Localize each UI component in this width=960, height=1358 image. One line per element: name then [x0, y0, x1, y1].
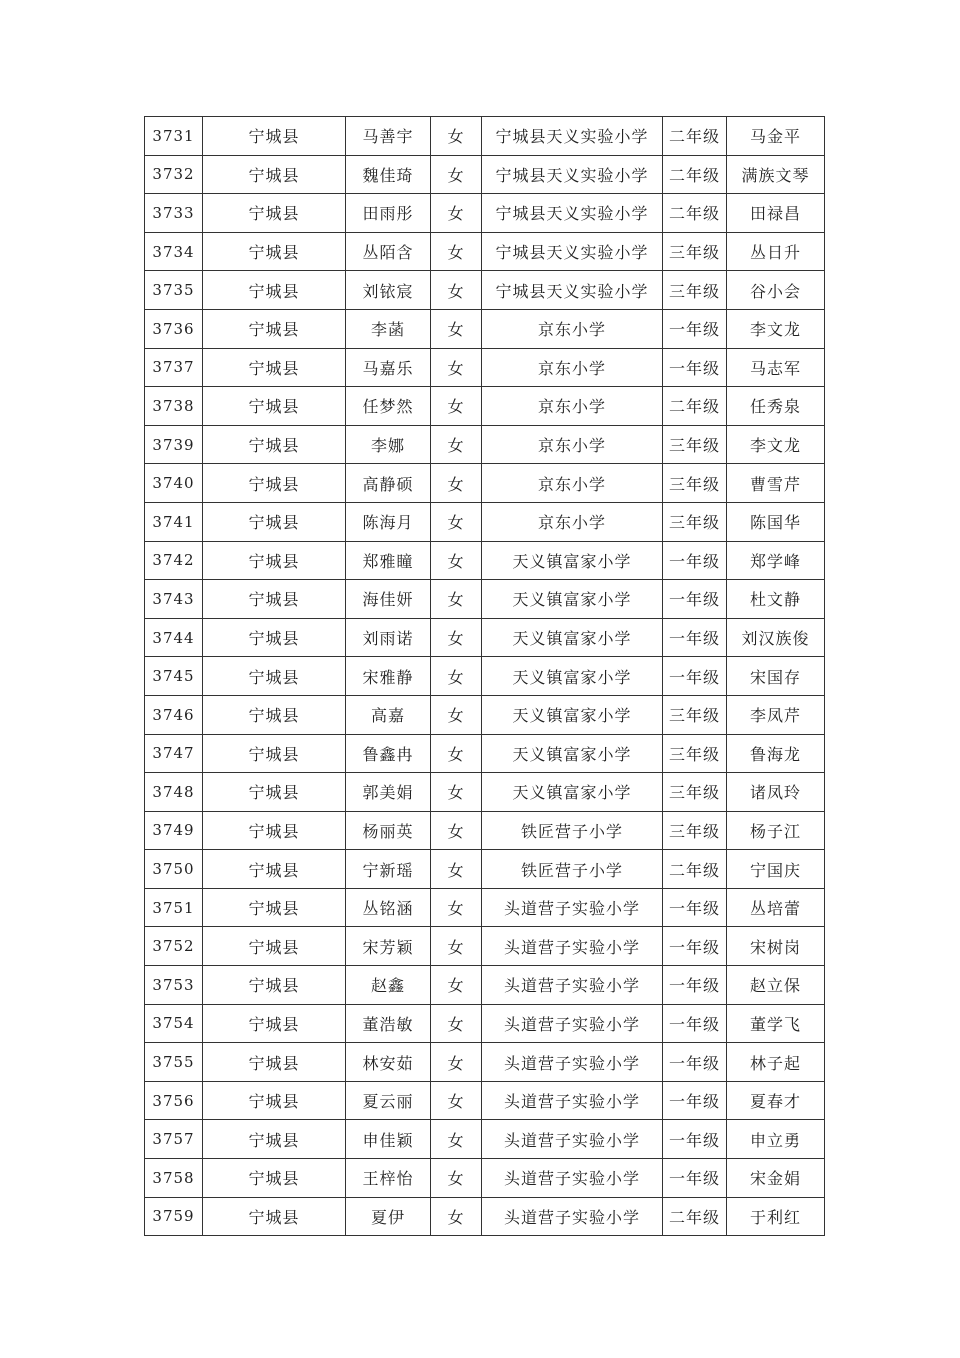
table-row: [145, 850, 825, 889]
grade-cell: 一年级: [663, 1120, 727, 1159]
county-cell: 宁城县: [203, 232, 346, 271]
serial-number-cell: 3734: [145, 232, 203, 271]
parent-name-cell: 李凤芹: [727, 695, 825, 734]
parent-name-cell: 鲁海龙: [727, 734, 825, 773]
student-name-cell: 陈海月: [346, 502, 431, 541]
grade-cell: 二年级: [663, 194, 727, 233]
student-name-cell: 赵鑫: [346, 966, 431, 1005]
gender-cell: 女: [431, 117, 482, 156]
roster-body: [145, 117, 825, 1236]
parent-name-cell: 丛日升: [727, 232, 825, 271]
county-cell: 宁城县: [203, 618, 346, 657]
serial-number-cell: 3753: [145, 966, 203, 1005]
grade-cell: 三年级: [663, 464, 727, 503]
grade-cell: 一年级: [663, 348, 727, 387]
table-row: [145, 618, 825, 657]
student-name-cell: 魏佳琦: [346, 155, 431, 194]
table-row: [145, 927, 825, 966]
gender-cell: 女: [431, 1159, 482, 1198]
county-cell: 宁城县: [203, 1004, 346, 1043]
parent-name-cell: 诸凤玲: [727, 773, 825, 812]
county-cell: 宁城县: [203, 811, 346, 850]
student-name-cell: 宋雅静: [346, 657, 431, 696]
table-row: [145, 155, 825, 194]
parent-name-cell: 赵立保: [727, 966, 825, 1005]
school-cell: 头道营子实验小学: [482, 1081, 663, 1120]
parent-name-cell: 宋金娟: [727, 1159, 825, 1198]
grade-cell: 一年级: [663, 927, 727, 966]
county-cell: 宁城县: [203, 541, 346, 580]
gender-cell: 女: [431, 1004, 482, 1043]
county-cell: 宁城县: [203, 271, 346, 310]
parent-name-cell: 夏春才: [727, 1081, 825, 1120]
table-row: [145, 1120, 825, 1159]
gender-cell: 女: [431, 1081, 482, 1120]
gender-cell: 女: [431, 348, 482, 387]
county-cell: 宁城县: [203, 1159, 346, 1198]
grade-cell: 一年级: [663, 888, 727, 927]
student-name-cell: 宁新瑶: [346, 850, 431, 889]
school-cell: 京东小学: [482, 387, 663, 426]
serial-number-cell: 3733: [145, 194, 203, 233]
grade-cell: 一年级: [663, 1081, 727, 1120]
county-cell: 宁城县: [203, 425, 346, 464]
parent-name-cell: 马志军: [727, 348, 825, 387]
grade-cell: 一年级: [663, 618, 727, 657]
county-cell: 宁城县: [203, 155, 346, 194]
county-cell: 宁城县: [203, 734, 346, 773]
parent-name-cell: 宋国存: [727, 657, 825, 696]
serial-number-cell: 3750: [145, 850, 203, 889]
serial-number-cell: 3749: [145, 811, 203, 850]
serial-number-cell: 3758: [145, 1159, 203, 1198]
parent-name-cell: 田禄昌: [727, 194, 825, 233]
school-cell: 天义镇富家小学: [482, 618, 663, 657]
serial-number-cell: 3736: [145, 309, 203, 348]
student-name-cell: 王梓怡: [346, 1159, 431, 1198]
student-name-cell: 董浩敏: [346, 1004, 431, 1043]
student-name-cell: 田雨彤: [346, 194, 431, 233]
grade-cell: 一年级: [663, 309, 727, 348]
student-name-cell: 申佳颖: [346, 1120, 431, 1159]
serial-number-cell: 3743: [145, 580, 203, 619]
gender-cell: 女: [431, 387, 482, 426]
grade-cell: 三年级: [663, 734, 727, 773]
serial-number-cell: 3737: [145, 348, 203, 387]
parent-name-cell: 宋树岗: [727, 927, 825, 966]
school-cell: 天义镇富家小学: [482, 773, 663, 812]
serial-number-cell: 3742: [145, 541, 203, 580]
parent-name-cell: 申立勇: [727, 1120, 825, 1159]
gender-cell: 女: [431, 927, 482, 966]
grade-cell: 三年级: [663, 271, 727, 310]
gender-cell: 女: [431, 657, 482, 696]
student-name-cell: 高嘉: [346, 695, 431, 734]
table-row: [145, 309, 825, 348]
county-cell: 宁城县: [203, 966, 346, 1005]
parent-name-cell: 郑学峰: [727, 541, 825, 580]
parent-name-cell: 李文龙: [727, 425, 825, 464]
table-row: [145, 580, 825, 619]
gender-cell: 女: [431, 309, 482, 348]
table-row: [145, 811, 825, 850]
grade-cell: 二年级: [663, 155, 727, 194]
county-cell: 宁城县: [203, 194, 346, 233]
grade-cell: 二年级: [663, 117, 727, 156]
table-row: [145, 348, 825, 387]
serial-number-cell: 3732: [145, 155, 203, 194]
serial-number-cell: 3746: [145, 695, 203, 734]
student-name-cell: 马嘉乐: [346, 348, 431, 387]
county-cell: 宁城县: [203, 309, 346, 348]
school-cell: 铁匠营子小学: [482, 811, 663, 850]
grade-cell: 二年级: [663, 850, 727, 889]
school-cell: 宁城县天义实验小学: [482, 155, 663, 194]
student-name-cell: 丛铭涵: [346, 888, 431, 927]
serial-number-cell: 3744: [145, 618, 203, 657]
school-cell: 宁城县天义实验小学: [482, 271, 663, 310]
table-row: [145, 888, 825, 927]
serial-number-cell: 3752: [145, 927, 203, 966]
parent-name-cell: 曹雪芹: [727, 464, 825, 503]
grade-cell: 三年级: [663, 232, 727, 271]
parent-name-cell: 谷小会: [727, 271, 825, 310]
school-cell: 头道营子实验小学: [482, 966, 663, 1005]
serial-number-cell: 3741: [145, 502, 203, 541]
school-cell: 头道营子实验小学: [482, 1197, 663, 1236]
grade-cell: 三年级: [663, 773, 727, 812]
student-name-cell: 宋芳颖: [346, 927, 431, 966]
parent-name-cell: 刘汉族俊: [727, 618, 825, 657]
county-cell: 宁城县: [203, 888, 346, 927]
student-roster-table: [144, 116, 825, 1236]
student-name-cell: 李菡: [346, 309, 431, 348]
table-row: [145, 194, 825, 233]
gender-cell: 女: [431, 194, 482, 233]
table-row: [145, 1197, 825, 1236]
parent-name-cell: 林子起: [727, 1043, 825, 1082]
gender-cell: 女: [431, 618, 482, 657]
gender-cell: 女: [431, 271, 482, 310]
parent-name-cell: 陈国华: [727, 502, 825, 541]
student-name-cell: 鲁鑫冉: [346, 734, 431, 773]
student-name-cell: 海佳妍: [346, 580, 431, 619]
student-name-cell: 刘铱宸: [346, 271, 431, 310]
serial-number-cell: 3748: [145, 773, 203, 812]
gender-cell: 女: [431, 502, 482, 541]
grade-cell: 一年级: [663, 541, 727, 580]
county-cell: 宁城县: [203, 387, 346, 426]
student-name-cell: 郭美娟: [346, 773, 431, 812]
student-name-cell: 马善宇: [346, 117, 431, 156]
parent-name-cell: 马金平: [727, 117, 825, 156]
table-row: [145, 773, 825, 812]
gender-cell: 女: [431, 734, 482, 773]
gender-cell: 女: [431, 773, 482, 812]
gender-cell: 女: [431, 695, 482, 734]
school-cell: 头道营子实验小学: [482, 1043, 663, 1082]
table-row: [145, 695, 825, 734]
grade-cell: 一年级: [663, 1159, 727, 1198]
serial-number-cell: 3735: [145, 271, 203, 310]
student-name-cell: 李娜: [346, 425, 431, 464]
school-cell: 头道营子实验小学: [482, 1159, 663, 1198]
school-cell: 头道营子实验小学: [482, 1004, 663, 1043]
county-cell: 宁城县: [203, 580, 346, 619]
school-cell: 铁匠营子小学: [482, 850, 663, 889]
gender-cell: 女: [431, 888, 482, 927]
gender-cell: 女: [431, 1120, 482, 1159]
school-cell: 宁城县天义实验小学: [482, 232, 663, 271]
county-cell: 宁城县: [203, 1081, 346, 1120]
parent-name-cell: 任秀泉: [727, 387, 825, 426]
grade-cell: 一年级: [663, 1004, 727, 1043]
grade-cell: 三年级: [663, 695, 727, 734]
serial-number-cell: 3739: [145, 425, 203, 464]
parent-name-cell: 杨子江: [727, 811, 825, 850]
serial-number-cell: 3756: [145, 1081, 203, 1120]
table-row: [145, 657, 825, 696]
school-cell: 宁城县天义实验小学: [482, 117, 663, 156]
school-cell: 天义镇富家小学: [482, 580, 663, 619]
table-row: [145, 1043, 825, 1082]
student-name-cell: 郑雅瞳: [346, 541, 431, 580]
student-name-cell: 刘雨诺: [346, 618, 431, 657]
school-cell: 京东小学: [482, 464, 663, 503]
table-row: [145, 117, 825, 156]
county-cell: 宁城县: [203, 657, 346, 696]
school-cell: 天义镇富家小学: [482, 541, 663, 580]
gender-cell: 女: [431, 850, 482, 889]
serial-number-cell: 3745: [145, 657, 203, 696]
county-cell: 宁城县: [203, 348, 346, 387]
table-row: [145, 387, 825, 426]
student-name-cell: 高静硕: [346, 464, 431, 503]
grade-cell: 二年级: [663, 387, 727, 426]
grade-cell: 一年级: [663, 966, 727, 1005]
school-cell: 天义镇富家小学: [482, 695, 663, 734]
parent-name-cell: 丛培蕾: [727, 888, 825, 927]
gender-cell: 女: [431, 541, 482, 580]
county-cell: 宁城县: [203, 117, 346, 156]
gender-cell: 女: [431, 464, 482, 503]
gender-cell: 女: [431, 966, 482, 1005]
parent-name-cell: 于利红: [727, 1197, 825, 1236]
student-name-cell: 夏伊: [346, 1197, 431, 1236]
student-name-cell: 夏云丽: [346, 1081, 431, 1120]
grade-cell: 一年级: [663, 580, 727, 619]
parent-name-cell: 董学飞: [727, 1004, 825, 1043]
serial-number-cell: 3757: [145, 1120, 203, 1159]
gender-cell: 女: [431, 811, 482, 850]
gender-cell: 女: [431, 155, 482, 194]
table-row: [145, 271, 825, 310]
gender-cell: 女: [431, 1197, 482, 1236]
county-cell: 宁城县: [203, 773, 346, 812]
school-cell: 头道营子实验小学: [482, 927, 663, 966]
table-row: [145, 502, 825, 541]
grade-cell: 一年级: [663, 1043, 727, 1082]
county-cell: 宁城县: [203, 927, 346, 966]
table-row: [145, 734, 825, 773]
grade-cell: 三年级: [663, 811, 727, 850]
county-cell: 宁城县: [203, 850, 346, 889]
parent-name-cell: 满族文琴: [727, 155, 825, 194]
table-row: [145, 232, 825, 271]
grade-cell: 二年级: [663, 1197, 727, 1236]
grade-cell: 三年级: [663, 502, 727, 541]
serial-number-cell: 3740: [145, 464, 203, 503]
serial-number-cell: 3755: [145, 1043, 203, 1082]
student-name-cell: 丛陌含: [346, 232, 431, 271]
serial-number-cell: 3738: [145, 387, 203, 426]
table-row: [145, 1004, 825, 1043]
county-cell: 宁城县: [203, 1197, 346, 1236]
county-cell: 宁城县: [203, 464, 346, 503]
school-cell: 天义镇富家小学: [482, 734, 663, 773]
school-cell: 头道营子实验小学: [482, 1120, 663, 1159]
grade-cell: 一年级: [663, 657, 727, 696]
student-name-cell: 任梦然: [346, 387, 431, 426]
serial-number-cell: 3751: [145, 888, 203, 927]
school-cell: 天义镇富家小学: [482, 657, 663, 696]
school-cell: 京东小学: [482, 425, 663, 464]
school-cell: 京东小学: [482, 502, 663, 541]
school-cell: 宁城县天义实验小学: [482, 194, 663, 233]
county-cell: 宁城县: [203, 695, 346, 734]
serial-number-cell: 3754: [145, 1004, 203, 1043]
school-cell: 京东小学: [482, 348, 663, 387]
grade-cell: 三年级: [663, 425, 727, 464]
parent-name-cell: 李文龙: [727, 309, 825, 348]
gender-cell: 女: [431, 1043, 482, 1082]
table-row: [145, 1159, 825, 1198]
school-cell: 头道营子实验小学: [482, 888, 663, 927]
table-row: [145, 464, 825, 503]
table-row: [145, 1081, 825, 1120]
student-name-cell: 林安茹: [346, 1043, 431, 1082]
serial-number-cell: 3759: [145, 1197, 203, 1236]
serial-number-cell: 3731: [145, 117, 203, 156]
serial-number-cell: 3747: [145, 734, 203, 773]
table-row: [145, 425, 825, 464]
gender-cell: 女: [431, 425, 482, 464]
parent-name-cell: 杜文静: [727, 580, 825, 619]
student-name-cell: 杨丽英: [346, 811, 431, 850]
county-cell: 宁城县: [203, 502, 346, 541]
parent-name-cell: 宁国庆: [727, 850, 825, 889]
county-cell: 宁城县: [203, 1043, 346, 1082]
school-cell: 京东小学: [482, 309, 663, 348]
county-cell: 宁城县: [203, 1120, 346, 1159]
gender-cell: 女: [431, 232, 482, 271]
gender-cell: 女: [431, 580, 482, 619]
table-row: [145, 966, 825, 1005]
table-row: [145, 541, 825, 580]
